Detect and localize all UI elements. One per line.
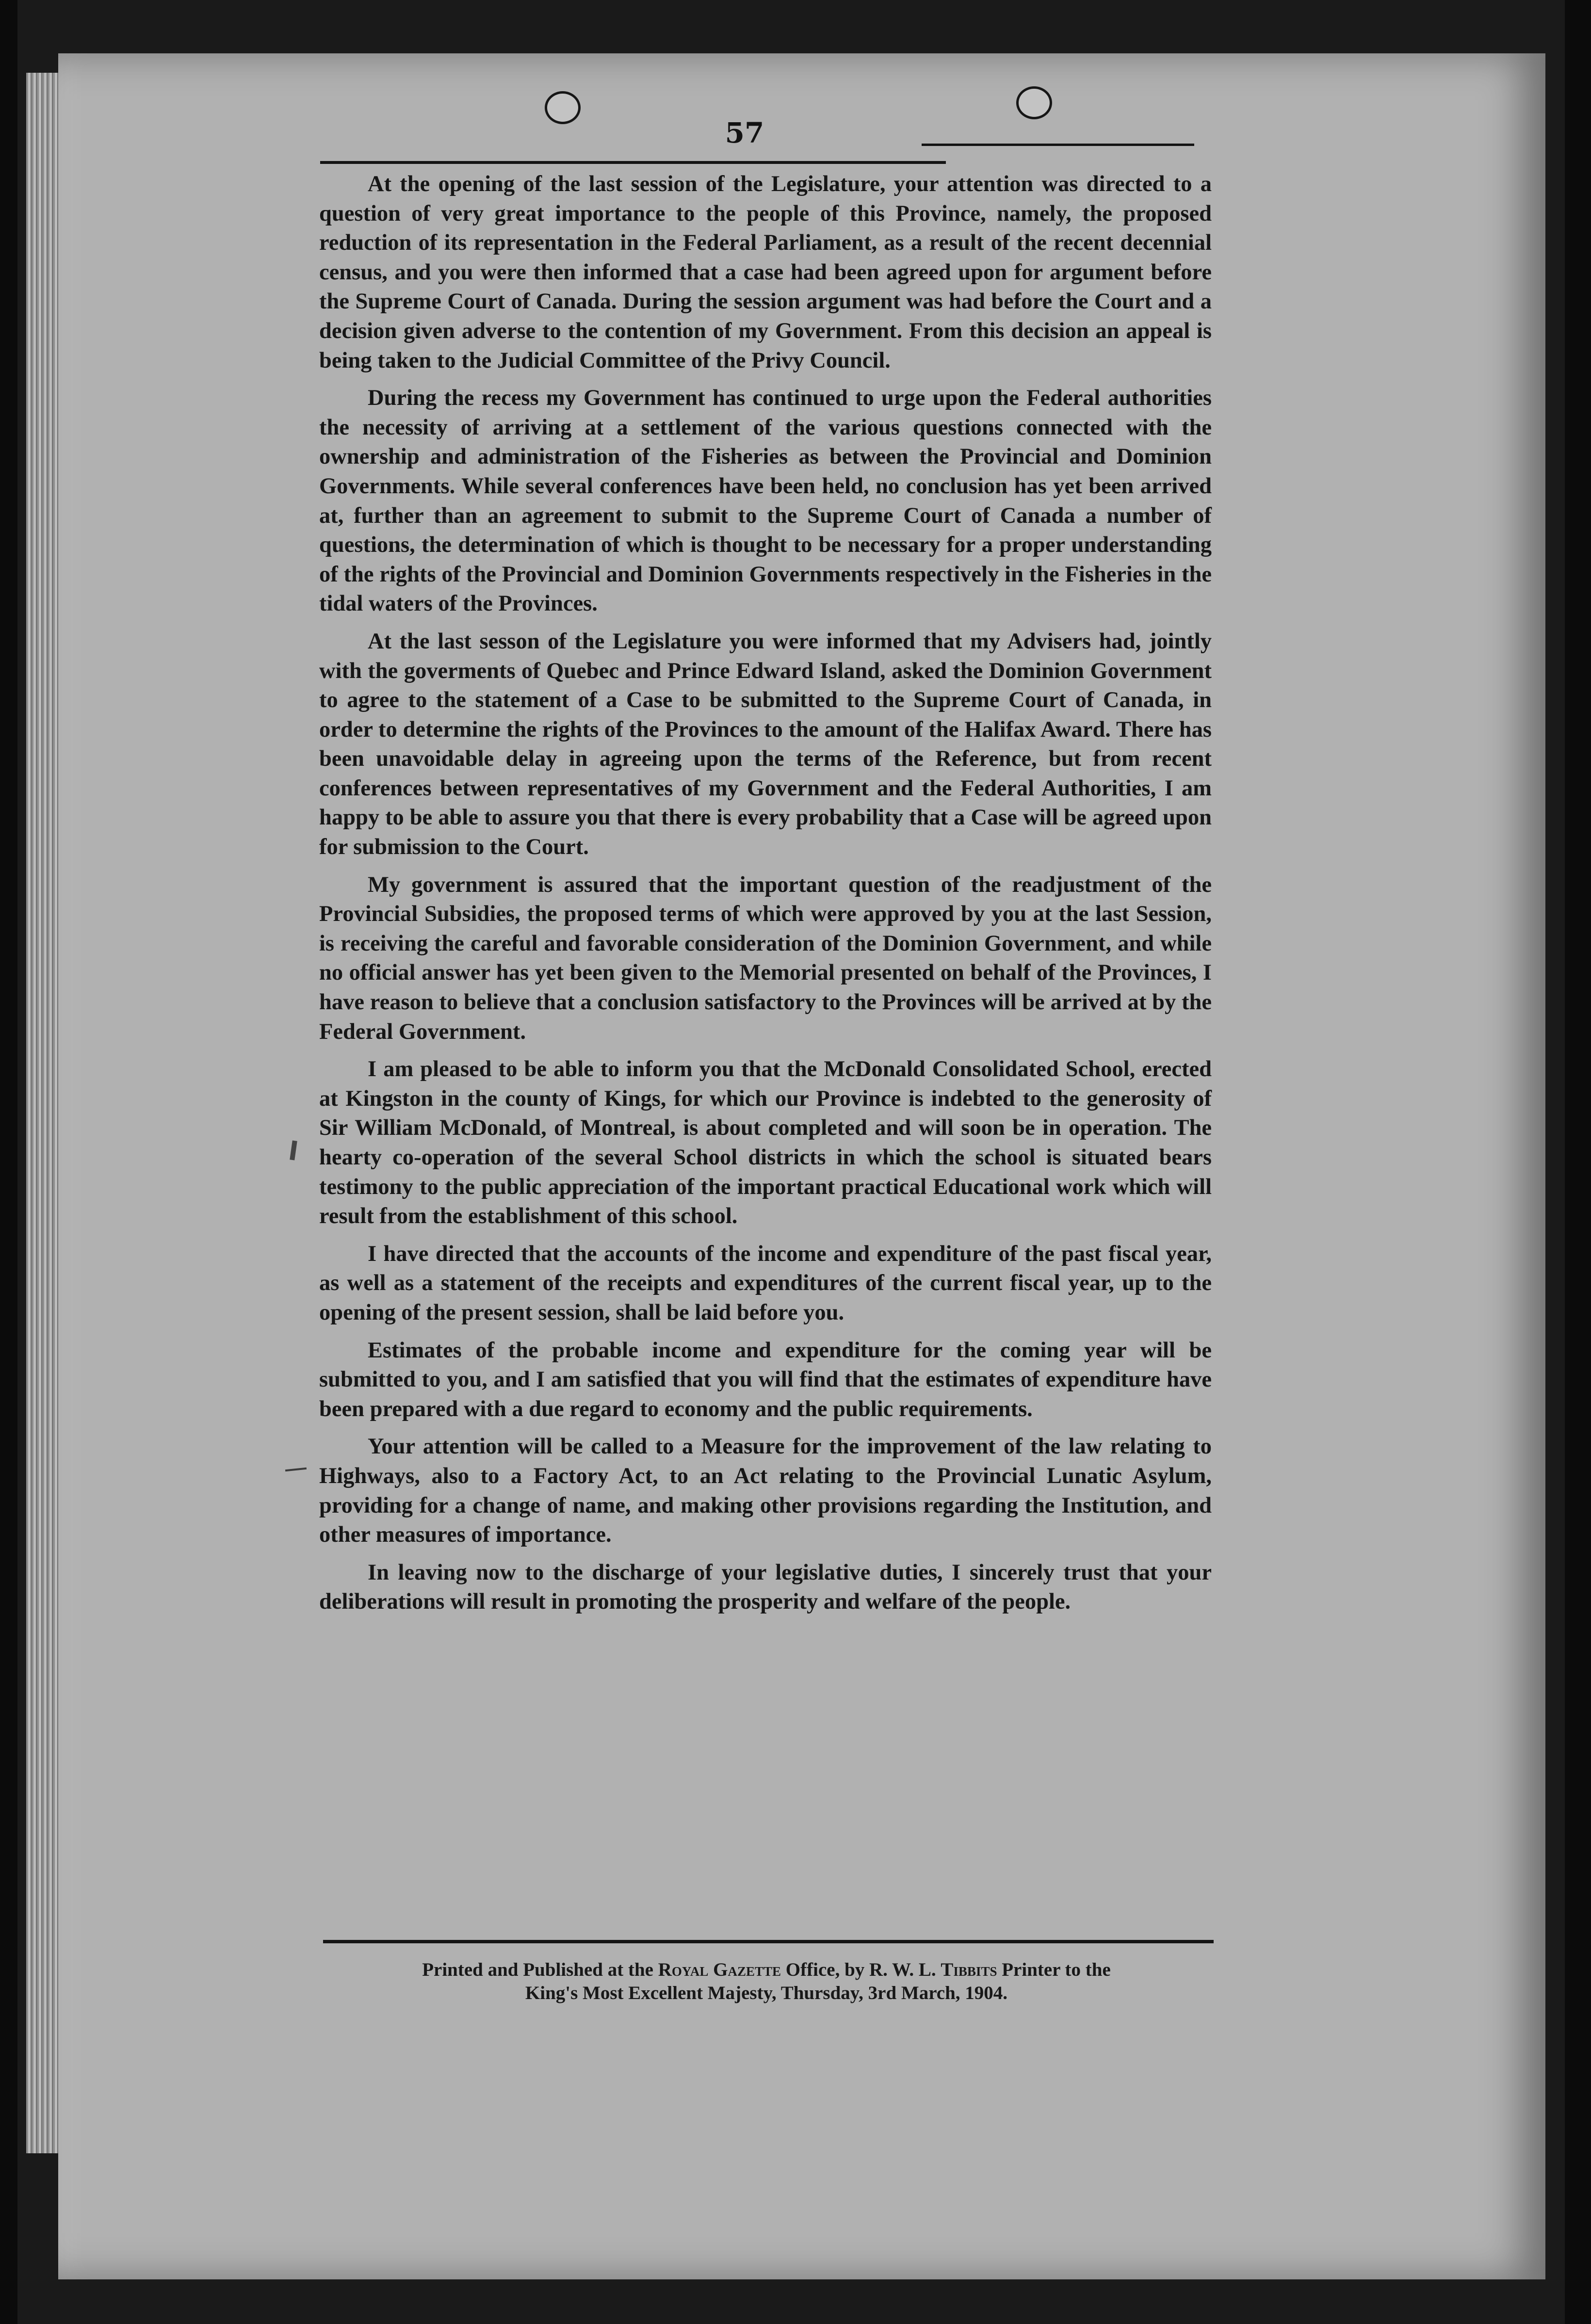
footer-rule	[323, 1940, 1214, 1943]
paragraph-subsidies: My government is assured that the important question of the readjustment of the Provincial Subsidies, the proposed terms of which were approved by you at the last Session, is receiving the careful and favorable consideration of the Dominion Government, and while no official answer has yet been given to the Memorial presented on behalf of the Provinces, I have reason to believe that a conclusion satisfactory to the Provinces will be arrived at by the Federal Government.	[319, 872, 1212, 1044]
scan-border-right	[1565, 0, 1591, 2324]
printer-imprint	[320, 1958, 1213, 2005]
imprint-office: Royal Gazette	[658, 1959, 781, 1980]
paragraph-closing: In leaving now to the discharge of your legislative duties, I sincerely trust that your deliberations will result in promoting the prosperity and welfare of the people.	[319, 1560, 1212, 1614]
speech-body	[319, 170, 1212, 1625]
paragraph-accounts: I have directed that the accounts of the income and expenditure of the past fiscal year, as well as a statement of the receipts and expenditures of the current fiscal year, up to the opening of the present session, shall be laid before you.	[319, 1241, 1212, 1325]
paragraph-halifax-award: At the last sesson of the Legislature you were informed that my Advisers had, jointly with the goverments of Quebec and Prince Edward Island, asked the Dominion Government to agree to the statement of a Case to be submitted to the Supreme Court of Canada, in order to determine the rights of the Provinces to the amount of the Halifax Award. There has been unavoidable delay in agreeing upon the terms of the Reference, but from recent conferences between representatives of my Government and the Federal Authorities, I am happy to be able to assure you that there is every probability that a Case will be agreed upon for submission to the Court.	[319, 629, 1212, 860]
page-number: 57	[725, 116, 764, 149]
imprint-line-2: King's Most Excellent Majesty, Thursday, 3rd March, 1904.	[525, 1983, 1008, 2003]
imprint-middle: Office, by R. W. L.	[781, 1959, 941, 1980]
paragraph-fisheries: During the recess my Government has continued to urge upon the Federal authorities the necessity of arriving at a settlement of the various questions connected with the ownership and administration of the Fisheries as between the Provincial and Dominion Governments. While several conferences have been held, no conclusion has yet been arrived at, further than an agreement to submit to the Supreme Court of Canada a number of questions, the determination of which is thought to be necessary for a proper understanding of the rights of the Provincial and Dominion Governments respectively in the Fisheries in the tidal waters of the Provinces.	[319, 386, 1212, 616]
paragraph-measures: Your attention will be called to a Measure for the improvement of the law relating to Highways, also to a Factory Act, to an Act relating to the Provincial Lunatic Asylum, providing for a change of name, and making other provisions regarding the Institution, and other measures of importance.	[319, 1434, 1212, 1548]
imprint-suffix: Printer to the	[997, 1959, 1111, 1980]
paragraph-estimates: Estimates of the probable income and expenditure for the coming year will be submitted to you, and I am satisfied that you will find that the estimates of expenditure have been prepared with a due regard to economy and the public requirements.	[319, 1338, 1212, 1421]
paragraph-consolidated-school: I am pleased to be able to inform you that the McDonald Consolidated School, erected at Kingston in the county of Kings, for which our Province is indebted to the generosity of Sir William McDonald, of Montreal, is about completed and will soon be in operation. The hearty co-operation of the several School districts in which the school is situated bears testimony to the public appreciation of the important practical Educational work which will result from the establishment of this school.	[319, 1057, 1212, 1229]
header-rule	[320, 161, 946, 164]
imprint-line-1	[320, 1958, 1213, 1982]
binding-hole-right	[1016, 86, 1052, 119]
binding-hole-left	[545, 91, 581, 124]
paragraph-representation: At the opening of the last session of the Legislature, your attention was directed to a question of very great importance to the people of this Province, namely, the proposed reduction of its representation in the Federal Parliament, as a result of the recent decennial census, and you were then informed that a case had been agreed upon for argument before the Supreme Court of Canada. During the session argument was had before the Court and a decision given adverse to the contention of my Government. From this decision an appeal is being taken to the Judicial Committee of the Privy Council.	[319, 172, 1212, 373]
header-rule-right	[922, 144, 1194, 146]
imprint-printer: Tibbits	[941, 1959, 997, 1980]
scan-border-left	[0, 0, 17, 2324]
imprint-prefix: Printed and Published at the	[422, 1959, 658, 1980]
